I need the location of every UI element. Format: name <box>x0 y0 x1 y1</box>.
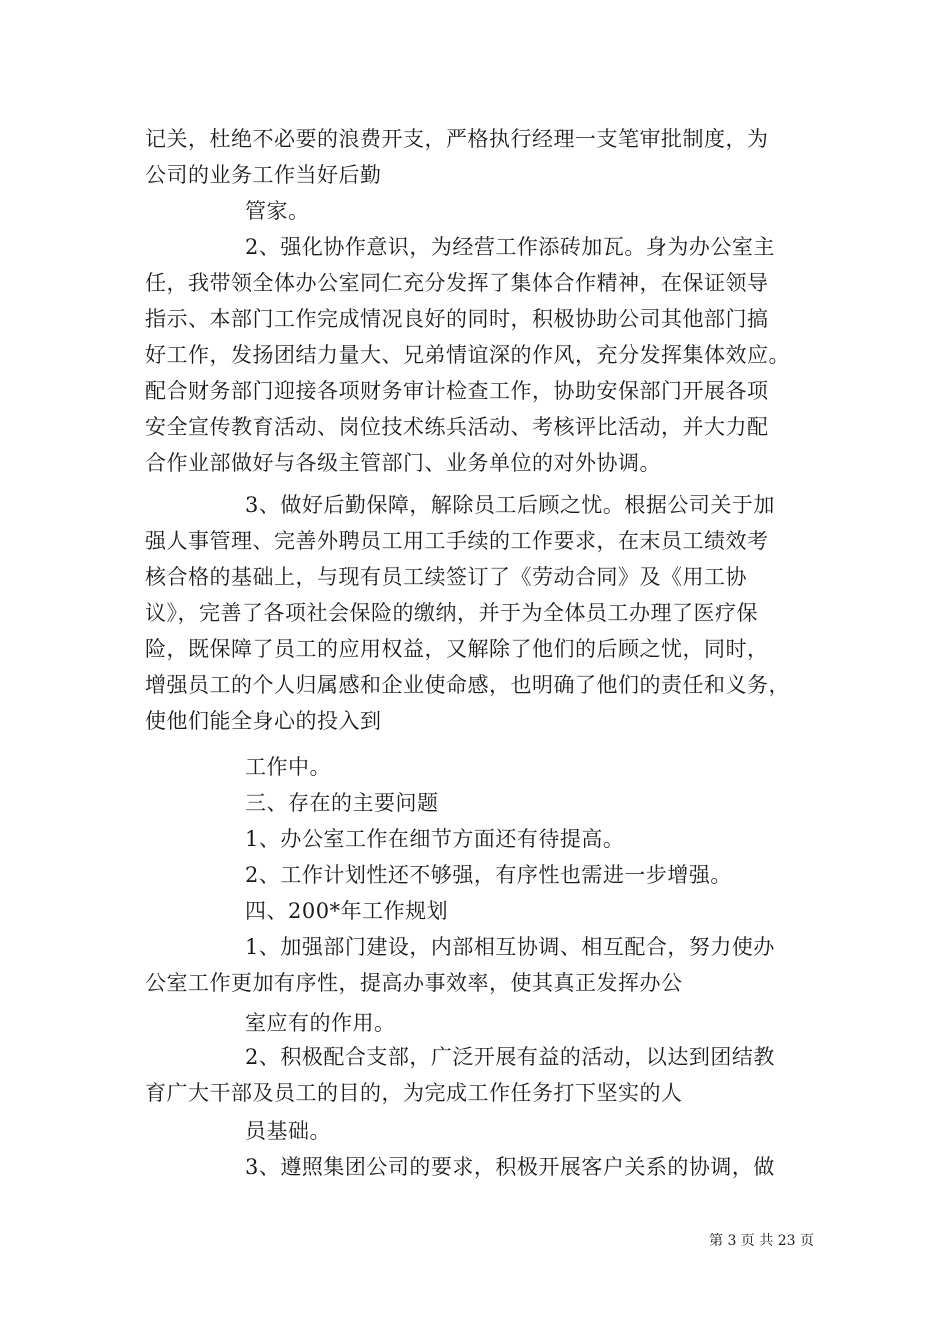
text-line: 核合格的基础上，与现有员工续签订了《劳动合同》及《用工协 <box>145 565 747 589</box>
text-line: 管家。 <box>245 199 310 223</box>
text-line: 工作中。 <box>245 755 331 779</box>
text-line: 议》，完善了各项社会保险的缴纳，并于为全体员工办理了医疗保 <box>145 601 758 625</box>
text-line: 2、工作计划性还不够强，有序性也需进一步增强。 <box>245 863 732 887</box>
text-line: 公司的业务工作当好后勤 <box>145 163 382 187</box>
text-line: 增强员工的个人归属感和企业使命感，也明确了他们的责任和义务， <box>145 673 790 697</box>
text-line: 员基础。 <box>245 1119 331 1143</box>
text-line: 3、做好后勤保障，解除员工后顾之忧。根据公司关于加 <box>245 493 775 517</box>
text-line: 险，既保障了员工的应用权益，又解除了他们的后顾之忧，同时， <box>145 637 769 661</box>
section-heading: 三、存在的主要问题 <box>245 791 439 815</box>
text-line: 使他们能全身心的投入到 <box>145 709 382 733</box>
text-line: 3、遵照集团公司的要求，积极开展客户关系的协调，做 <box>245 1155 775 1179</box>
page-number-footer: 第 3 页 共 23 页 <box>709 1233 814 1249</box>
text-line: 1、加强部门建设，内部相互协调、相互配合，努力使办 <box>245 935 775 959</box>
text-line: 2、积极配合支部，广泛开展有益的活动，以达到团结教 <box>245 1045 775 1069</box>
text-line: 好工作，发扬团结力量大、兄弟情谊深的作风，充分发挥集体效应。 <box>145 343 790 367</box>
text-line: 指示、本部门工作完成情况良好的同时，积极协助公司其他部门搞 <box>145 307 769 331</box>
text-line: 记关，杜绝不必要的浪费开支，严格执行经理一支笔审批制度，为 <box>145 127 769 151</box>
text-line: 育广大干部及员工的目的，为完成工作任务打下坚实的人 <box>145 1081 683 1105</box>
text-line: 安全宣传教育活动、岗位技术练兵活动、考核评比活动，并大力配 <box>145 415 769 439</box>
text-line: 任，我带领全体办公室同仁充分发挥了集体合作精神，在保证领导 <box>145 271 769 295</box>
text-line: 2、强化协作意识，为经营工作添砖加瓦。身为办公室主 <box>245 235 775 259</box>
text-line: 室应有的作用。 <box>245 1011 396 1035</box>
text-line: 公室工作更加有序性，提高办事效率，使其真正发挥办公 <box>145 971 683 995</box>
text-line: 合作业部做好与各级主管部门、业务单位的对外协调。 <box>145 451 661 475</box>
text-line: 1、办公室工作在细节方面还有待提高。 <box>245 827 625 851</box>
text-line: 强人事管理、完善外聘员工用工手续的工作要求，在末员工绩效考 <box>145 529 769 553</box>
section-heading: 四、200*年工作规划 <box>245 899 449 923</box>
text-line: 配合财务部门迎接各项财务审计检查工作，协助安保部门开展各项 <box>145 379 769 403</box>
